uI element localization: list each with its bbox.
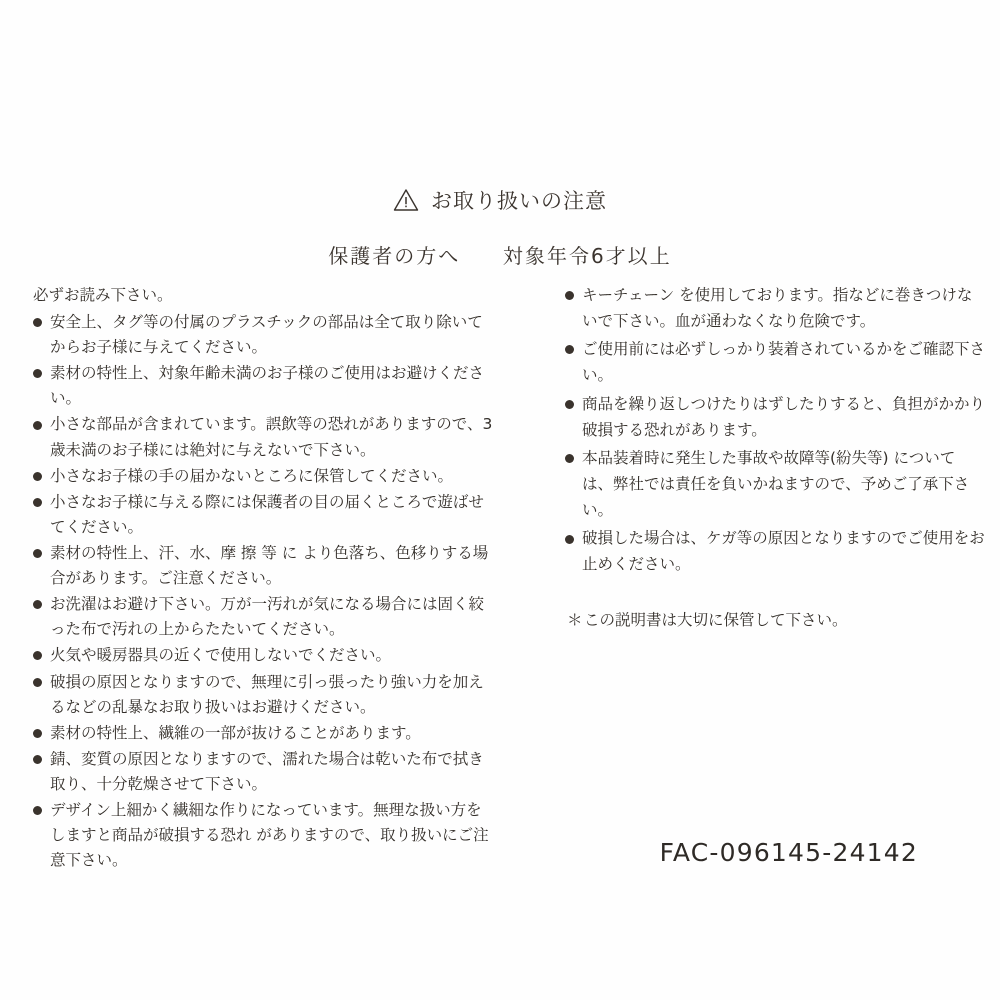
- list-item: [33, 541, 493, 591]
- bullet-dot-icon: [33, 806, 42, 815]
- list-item-text: 小さな部品が含まれています。誤飲等の恐れがありますので、3歳未満のお子様には絶対に与えないで下さい。: [50, 415, 493, 459]
- list-item-text: ご使用前には必ずしっかり装着されているかをご確認下さい。: [582, 340, 986, 385]
- list-item: [33, 310, 493, 360]
- list-item-text: キーチェーン を使用しております。指などに巻きつけないで下さい。血が通わなくなり危険です。: [582, 286, 973, 330]
- list-item-text: 素材の特性上、対象年齢未満のお子様のご使用はお避けください。: [50, 364, 485, 408]
- list-item: [33, 412, 493, 462]
- bullet-dot-icon: [33, 651, 42, 660]
- bullet-dot-icon: [33, 755, 42, 764]
- bullet-dot-icon: [565, 400, 574, 409]
- list-item-text: 商品を繰り返しつけたりはずしたりすると、負担がかかり破損する恐れがあります。: [582, 394, 986, 439]
- bullet-dot-icon: [33, 421, 42, 430]
- document-header: [0, 185, 1000, 269]
- left-column: [33, 283, 493, 874]
- list-item: [33, 670, 493, 720]
- title-row: [393, 185, 607, 215]
- list-item: [33, 747, 493, 797]
- bullet-dot-icon: [565, 535, 574, 544]
- list-item-text: 安全上、タグ等の付属のプラスチックの部品は全て取り除いてからお子様に与えてください。: [50, 313, 483, 357]
- subtitle-age: 対象年令6才以上: [502, 244, 672, 268]
- list-item-text: 小さなお子様の手の届かないところに保管してください。: [50, 466, 454, 485]
- bullet-dot-icon: [33, 318, 42, 327]
- bullet-dot-icon: [565, 454, 574, 463]
- list-item: [33, 361, 493, 411]
- bullet-dot-icon: [33, 600, 42, 609]
- page-title: お取り扱いの注意: [431, 189, 607, 213]
- list-item-text: 本品装着時に発生した事故や故障等(紛失等) については、弊社では責任を負いかねますので、予めご了承下さい。: [582, 449, 970, 519]
- list-item-text: 小さなお子様に与える際には保護者の目の届くところで遊ばせてください。: [50, 492, 484, 536]
- list-item: [33, 490, 493, 540]
- product-code: FAC-096145-24142: [659, 838, 918, 867]
- list-item-text: 破損の原因となりますので、無理に引っ張ったり強い力を加えるなどの乱暴なお取り扱いはお避けください。: [50, 672, 484, 716]
- bullet-dot-icon: [33, 549, 42, 558]
- list-item: [565, 526, 985, 577]
- list-item-text: デザイン上細かく繊細な作りになっています。無理な扱い方をしますと商品が破損する恐れ がありますので、取り扱いにご注意下さい。: [50, 801, 489, 870]
- list-item: [33, 721, 493, 746]
- bullet-dot-icon: [565, 291, 574, 300]
- list-item-text: 錆、変質の原因となりますので、濡れた場合は乾いた布で拭き取り、十分乾燥させて下さい。: [50, 749, 484, 793]
- right-column: [565, 283, 985, 633]
- subtitle-row: [0, 240, 1000, 269]
- list-item-text: 破損した場合は、ケガ等の原因となりますのでご使用をお止めください。: [582, 529, 985, 574]
- note-text: この説明書は大切に保管して下さい。: [584, 610, 848, 629]
- warning-triangle-icon: [393, 188, 419, 212]
- right-warning-list: [565, 283, 985, 578]
- bullet-dot-icon: [33, 472, 42, 481]
- bullet-dot-icon: [33, 369, 42, 378]
- left-warning-list: [33, 310, 493, 873]
- bullet-dot-icon: [33, 678, 42, 687]
- list-item: [565, 392, 985, 443]
- list-item: [33, 592, 493, 642]
- bullet-dot-icon: [33, 498, 42, 507]
- list-item: [565, 446, 985, 523]
- subtitle-guardian: 保護者の方へ: [328, 244, 461, 268]
- list-item-text: 素材の特性上、汗、水、摩 擦 等 に より色落ち、色移りする場合があります。ご注意ください。: [50, 544, 489, 588]
- storage-note: [565, 608, 985, 633]
- list-item: [33, 464, 493, 489]
- list-item-text: お洗濯はお避け下さい。万が一汚れが気になる場合には固く絞った布で汚れの上からたたいてください。: [50, 595, 485, 639]
- list-item-text: 素材の特性上、繊維の一部が抜けることがあります。: [50, 723, 421, 742]
- list-item: [33, 798, 493, 873]
- list-item: [565, 283, 985, 334]
- lead-text: 必ずお読み下さい。: [33, 286, 173, 304]
- bullet-dot-icon: [565, 345, 574, 354]
- note-star-icon: ＊: [567, 610, 583, 629]
- list-item: [565, 337, 985, 388]
- list-item-text: 火気や暖房器具の近くで使用しないでください。: [50, 646, 392, 665]
- list-item: [33, 643, 493, 668]
- bullet-dot-icon: [33, 729, 42, 738]
